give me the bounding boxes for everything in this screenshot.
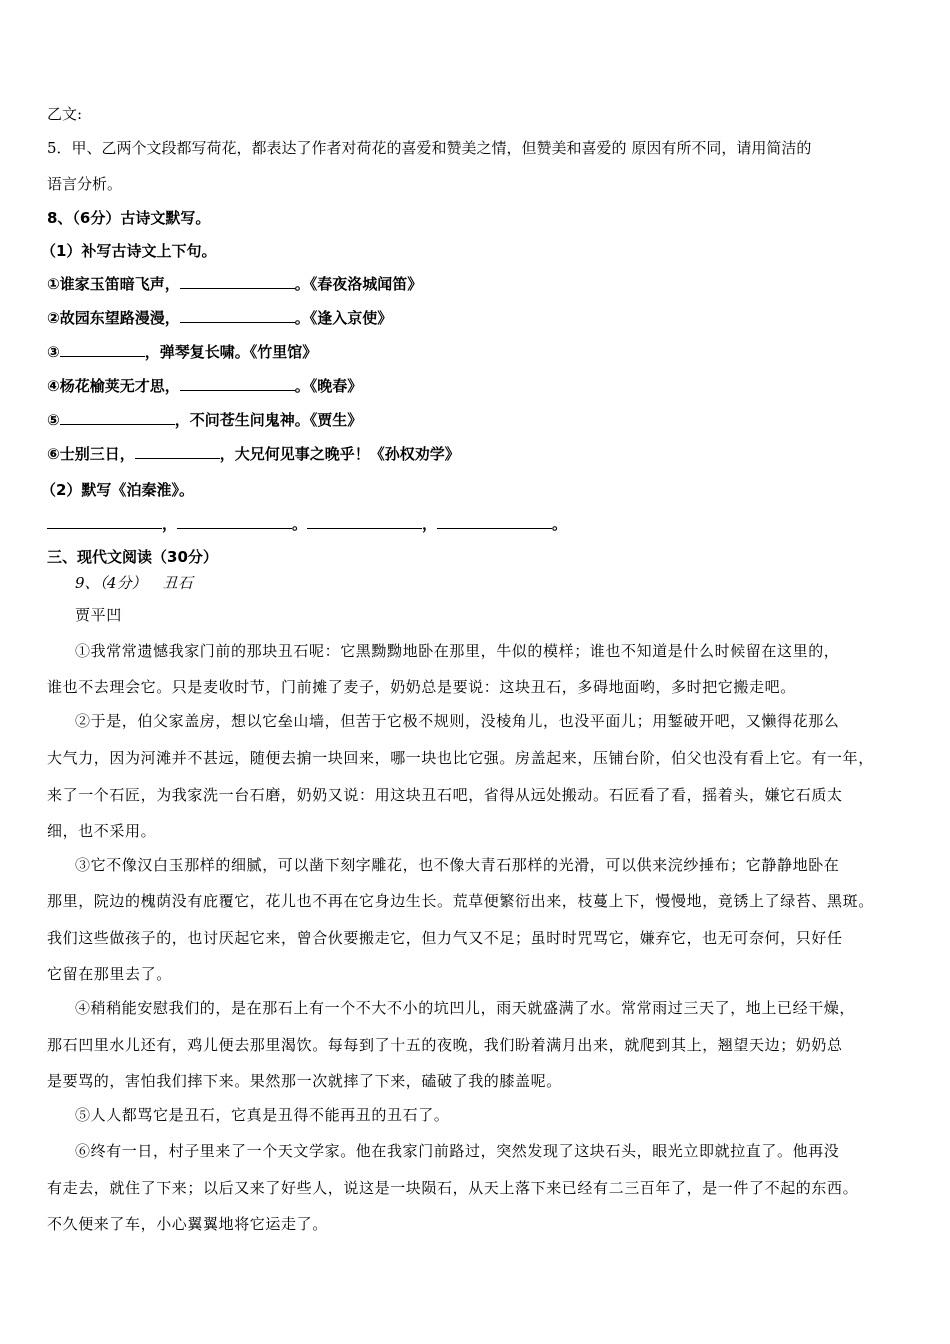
paragraph-line: 它留在那里去了。 xyxy=(47,965,172,983)
paragraph-line: 有走去，就住了下来；以后又来了好些人，说这是一块陨石，从天上落下来已经有二三百年了，是一件了不起的东西。 xyxy=(47,1179,859,1197)
answer-blank[interactable] xyxy=(180,378,295,391)
paragraph-line: 那石凹里水儿还有，鸡儿便去那里渴饮。每每到了十五的夜晚，我们盼着满月出来，就爬到其上，翘望天边；奶奶总 xyxy=(47,1036,843,1054)
q8-item-1 xyxy=(47,273,422,294)
q8-item-3 xyxy=(47,341,317,362)
answer-blank[interactable] xyxy=(60,412,175,425)
q8-item-6-post: ，大兄何见事之晚乎！《孙权劝学》 xyxy=(219,445,460,463)
q8-sub1: （1）补写古诗文上下句。 xyxy=(41,242,217,260)
answer-blank[interactable] xyxy=(177,516,292,529)
author: 贾平凹 xyxy=(75,606,122,624)
q8-item-5 xyxy=(47,409,362,430)
q5-text-line1: 5．甲、乙两个文段都写荷花，都表达了作者对荷花的喜爱和赞美之情，但赞美和喜爱的 原因有所不同，请用简洁的 xyxy=(47,139,812,157)
section3-header: 三、现代文阅读（30分） xyxy=(47,548,218,566)
q8-item-6-pre: ⑥士别三日， xyxy=(47,445,135,463)
q8-item-4 xyxy=(47,375,362,396)
paragraph-line: 大气力，因为河滩并不甚远，随便去掮一块回来，哪一块也比它强。房盖起来，压铺台阶，伯父也没有看上它。有一年， xyxy=(47,749,874,767)
paragraph-line: ⑥终有一日，村子里来了一个天文学家。他在我家门前路过，突然发现了这块石头，眼光立即就拉直了。他再没 xyxy=(75,1142,840,1160)
q8-item-1-pre: ①谁家玉笛暗飞声， xyxy=(47,275,180,293)
paragraph-line: ④稍稍能安慰我们的，是在那石上有一个不大不小的坑凹儿，雨天就盛满了水。常常雨过三天了，地上已经干燥， xyxy=(75,999,856,1017)
punct-1: ， xyxy=(162,515,178,533)
q9-heading xyxy=(75,572,193,593)
q8-item-3-post: ，弹琴复长啸。《竹里馆》 xyxy=(144,343,318,361)
paragraph-line: 谁也不去理会它。只是麦收时节，门前摊了麦子，奶奶总是要说：这块丑石，多碍地面哟，多时把它搬走吧。 xyxy=(47,678,796,696)
q8-item-2-post: 。《逢入京使》 xyxy=(294,309,393,327)
q8-item-2 xyxy=(47,307,392,328)
q9-title: 丑石 xyxy=(162,574,193,592)
q8-item-6 xyxy=(47,443,460,464)
answer-blank[interactable] xyxy=(307,516,422,529)
answer-blank[interactable] xyxy=(180,310,295,323)
q8-poem-blanks xyxy=(47,513,567,534)
q9-number: 9、（4分） xyxy=(75,574,147,592)
q8-item-5-post: ，不问苍生问鬼神。《贾生》 xyxy=(174,411,363,429)
q8-sub2: （2）默写《泊秦淮》。 xyxy=(41,481,194,499)
paragraph-line: 我们这些做孩子的，也讨厌起它来，曾合伙要搬走它，但力气又不足；虽时时咒骂它，嫌弃它，也无可奈何，只好任 xyxy=(47,929,843,947)
yiwen-label: 乙文: xyxy=(47,105,83,123)
answer-blank[interactable] xyxy=(60,344,145,357)
q8-item-4-post: 。《晚春》 xyxy=(294,377,363,395)
q8-item-2-pre: ②故园东望路漫漫， xyxy=(47,309,180,327)
paragraph-line: 是要骂的，害怕我们摔下来。果然那一次就摔了下来，磕破了我的膝盖呢。 xyxy=(47,1072,562,1090)
paragraph-line: ⑤人人都骂它是丑石，它真是丑得不能再丑的丑石了。 xyxy=(75,1106,450,1124)
punct-3: ， xyxy=(422,515,438,533)
answer-blank[interactable] xyxy=(135,446,220,459)
q8-item-5-pre: ⑤ xyxy=(47,411,60,429)
paragraph-line: ②于是，伯父家盖房，想以它垒山墙，但苦于它极不规则，没棱角儿，也没平面儿；用錾破开吧，又懒得花那么 xyxy=(75,712,840,730)
answer-blank[interactable] xyxy=(180,276,295,289)
q8-item-3-pre: ③ xyxy=(47,343,60,361)
punct-4: 。 xyxy=(552,515,568,533)
paragraph-line: ③它不像汉白玉那样的细腻，可以凿下刻字雕花，也不像大青石那样的光滑，可以供来浣纱捶布；它静静地卧在 xyxy=(75,856,840,874)
q8-item-4-pre: ④杨花榆荚无才思， xyxy=(47,377,180,395)
paragraph-line: 不久便来了车，小心翼翼地将它运走了。 xyxy=(47,1215,328,1233)
paragraph-line: 来了一个石匠，为我家洗一台石磨，奶奶又说：用这块丑石吧，省得从远处搬动。石匠看了看，摇着头，嫌它石质太 xyxy=(47,786,843,804)
paragraph-line: 细，也不采用。 xyxy=(47,822,157,840)
paragraph-line: ①我常常遗憾我家门前的那块丑石呢：它黑黝黝地卧在那里，牛似的模样；谁也不知道是什么时候留在这里的， xyxy=(75,642,840,660)
answer-blank[interactable] xyxy=(437,516,552,529)
q5-text-line2: 语言分析。 xyxy=(47,175,123,193)
paragraph-line: 那里，院边的槐荫没有庇覆它，花儿也不再在它身边生长。荒草便繁衍出来，枝蔓上下，慢慢地，竟锈上了绿苔、黑斑。 xyxy=(47,892,874,910)
answer-blank[interactable] xyxy=(47,516,162,529)
punct-2: 。 xyxy=(292,515,308,533)
q8-header: 8、（6分）古诗文默写。 xyxy=(47,209,211,227)
q8-item-1-post: 。《春夜洛城闻笛》 xyxy=(294,275,423,293)
